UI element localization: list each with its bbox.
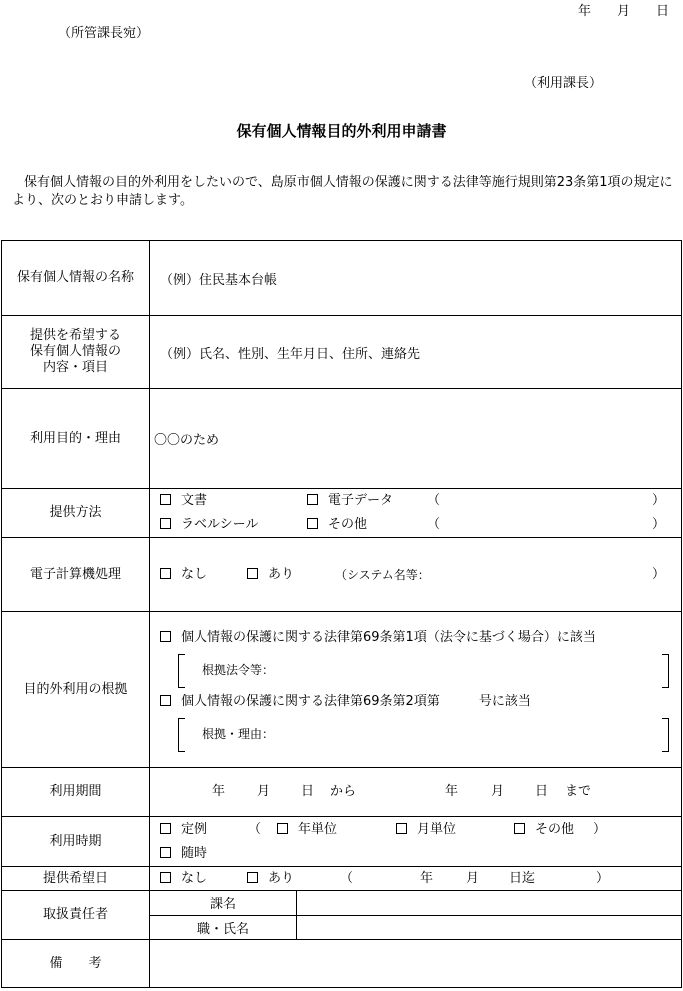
- label-computer: 電子計算機処理: [2, 538, 150, 612]
- sender: （利用課長）: [524, 76, 603, 91]
- date-year: 年: [578, 4, 592, 19]
- desired-year: 年: [420, 870, 434, 886]
- period-day2: 日: [535, 784, 549, 799]
- checkbox-other[interactable]: [307, 518, 318, 529]
- option-doc: 文書: [181, 493, 208, 508]
- intro-text: [12, 174, 676, 210]
- paren-open: （: [248, 821, 262, 837]
- checkbox-yes[interactable]: [247, 568, 258, 579]
- label-info-name: 保有個人情報の名称: [2, 241, 150, 316]
- option-desired-none: なし: [181, 870, 208, 886]
- period-to: まで: [565, 784, 592, 799]
- application-form: [1, 240, 682, 988]
- period-year1: 年: [212, 784, 226, 799]
- checkbox-label[interactable]: [160, 518, 171, 529]
- value-info-content[interactable]: （例）氏名、性別、生年月日、住所、連絡先: [150, 316, 682, 389]
- row-desired: [2, 867, 682, 891]
- period-day1: 日: [301, 784, 315, 799]
- option-yes: あり: [268, 566, 295, 582]
- checkbox-data[interactable]: [307, 494, 318, 505]
- input-dept[interactable]: [297, 891, 682, 915]
- option-anytime: 随時: [181, 845, 208, 861]
- checkbox-timing-other[interactable]: [514, 823, 525, 834]
- option-desired-yes: あり: [268, 870, 295, 886]
- input-person[interactable]: [297, 915, 682, 939]
- label-purpose: 利用目的・理由: [2, 389, 150, 489]
- addressee: （所管課長宛）: [58, 26, 150, 41]
- period-month2: 月: [491, 784, 505, 799]
- label-remarks: 備 考: [2, 940, 150, 988]
- value-desired: [150, 867, 682, 891]
- label-dept: 課名: [150, 891, 297, 915]
- option-none: なし: [181, 566, 208, 582]
- row-remarks: [2, 940, 682, 988]
- value-remarks[interactable]: [150, 940, 682, 988]
- value-manager: [150, 891, 682, 940]
- row-method: [2, 489, 682, 538]
- label-manager: 取扱責任者: [2, 891, 150, 940]
- option-month: 月単位: [417, 821, 457, 837]
- label-info-content: [2, 316, 150, 389]
- paren-close: ）: [652, 566, 666, 582]
- label-desired: 提供希望日: [2, 867, 150, 891]
- row-info-content: [2, 316, 682, 389]
- row-manager: [2, 891, 682, 940]
- checkbox-none[interactable]: [160, 568, 171, 579]
- desired-day: 日迄: [509, 870, 536, 886]
- option-basis1: 個人情報の保護に関する法律第69条第1項（法令に基づく場合）に該当: [181, 629, 596, 645]
- date-day: 日: [656, 4, 670, 19]
- label-content-line1: 提供を希望する: [29, 328, 121, 343]
- paren-close: ）: [593, 821, 607, 837]
- value-computer: [150, 538, 682, 612]
- option-regular: 定例: [181, 821, 208, 837]
- label-person: 職・氏名: [150, 915, 297, 939]
- row-computer: [2, 538, 682, 612]
- system-name-label: （システム名等：: [335, 567, 430, 582]
- period-year2: 年: [445, 784, 459, 799]
- paren-close: ）: [652, 493, 666, 508]
- page-title: 保有個人情報目的外利用申請書: [236, 122, 447, 140]
- label-basis: 目的外利用の根拠: [2, 612, 150, 768]
- checkbox-basis1[interactable]: [160, 631, 171, 642]
- paren-close: ）: [596, 870, 610, 886]
- row-period: [2, 768, 682, 817]
- desired-month: 月: [466, 870, 480, 886]
- basis-reason-label: 根拠・理由：: [202, 726, 275, 741]
- option-data: 電子データ: [328, 493, 394, 508]
- option-other: その他: [328, 517, 368, 532]
- value-info-name[interactable]: （例）住民基本台帳: [150, 241, 682, 316]
- value-timing: [150, 817, 682, 867]
- label-method: 提供方法: [2, 489, 150, 538]
- value-basis: [150, 612, 682, 768]
- checkbox-basis2[interactable]: [160, 695, 171, 706]
- checkbox-month[interactable]: [396, 823, 407, 834]
- checkbox-desired-none[interactable]: [160, 872, 171, 883]
- row-purpose: [2, 389, 682, 489]
- label-content-line2: 保有個人情報の: [29, 344, 121, 359]
- value-purpose[interactable]: 〇〇のため: [150, 389, 682, 489]
- basis-law-bracket[interactable]: [178, 650, 681, 690]
- period-month1: 月: [257, 784, 271, 799]
- basis-reason-bracket[interactable]: [178, 714, 681, 754]
- value-period[interactable]: [150, 768, 682, 817]
- checkbox-regular[interactable]: [160, 823, 171, 834]
- intro-body: 保有個人情報の目的外利用をしたいので、島原市個人情報の保護に関する法律等施行規則第23条第1項の規定により、次のとおり申請します。: [12, 175, 673, 208]
- paren-open: （: [340, 870, 354, 886]
- label-timing: 利用時期: [2, 817, 150, 867]
- period-from: から: [330, 784, 357, 799]
- row-timing: [2, 817, 682, 867]
- checkbox-anytime[interactable]: [160, 847, 171, 858]
- option-timing-other: その他: [535, 821, 575, 837]
- value-method: [150, 489, 682, 538]
- date-line: [578, 0, 669, 19]
- basis-law-label: 根拠法令等：: [202, 662, 275, 677]
- label-content-line3: 内容・項目: [42, 360, 108, 375]
- checkbox-year[interactable]: [277, 823, 288, 834]
- label-period: 利用期間: [2, 768, 150, 817]
- paren-open: （: [427, 517, 441, 532]
- option-year: 年単位: [298, 821, 338, 837]
- option-basis2: 個人情報の保護に関する法律第69条第2項第 号に該当: [181, 693, 531, 709]
- option-label: ラベルシール: [181, 517, 259, 532]
- checkbox-desired-yes[interactable]: [247, 872, 258, 883]
- row-info-name: [2, 241, 682, 316]
- paren-open: （: [427, 493, 441, 508]
- date-month: 月: [617, 4, 631, 19]
- checkbox-doc[interactable]: [160, 494, 171, 505]
- paren-close: ）: [652, 517, 666, 532]
- row-basis: [2, 612, 682, 768]
